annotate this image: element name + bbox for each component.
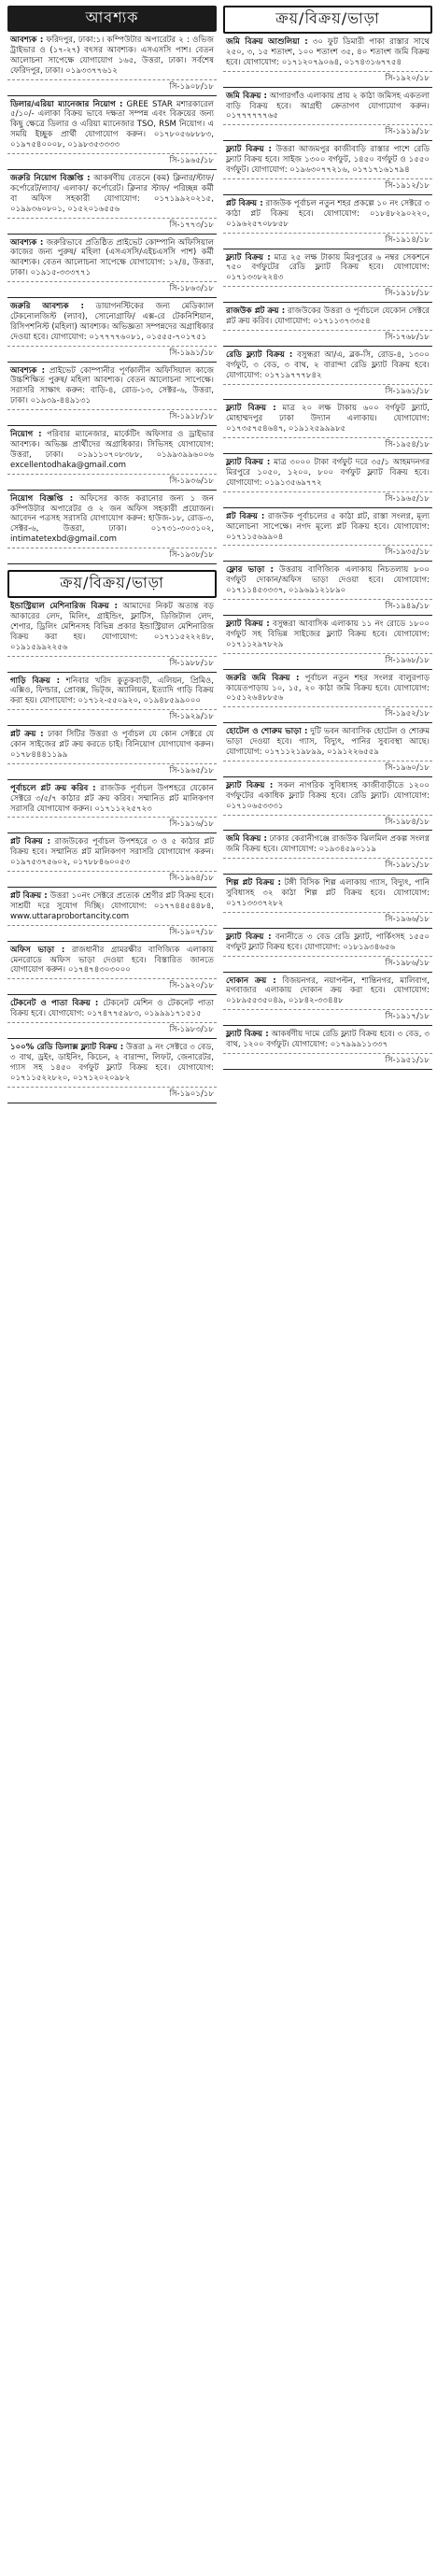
classified-ad [7,598,217,672]
ad-reference: সি-১৯১৯/১৮ [223,125,432,141]
ad-reference: সি-১৯২৯/১৮ [7,710,217,726]
ad-heading: শিল্প প্লট বিক্রয় : [226,878,281,889]
ad-reference: সি-১৯৬০/১৮ [223,761,432,777]
ad-reference: সি-১৯৬১/১৮ [223,385,432,401]
ad-text [7,598,217,657]
classified-ad [7,96,217,170]
ad-reference: সি-১৯৬৫/১৮ [7,764,217,780]
ad-text [7,888,217,926]
ad-reference: সি-১৯০৭/১৮ [7,926,217,942]
ad-reference: সি-১৯৬৪/১৮ [7,872,217,888]
classified-ad [223,1026,432,1070]
classified-ad [223,973,432,1027]
ad-text [223,670,432,708]
buy-sell-ads-list-right [223,34,432,1070]
ad-reference: সি-১৯৫১/১৮ [223,1054,432,1070]
ad-reference: সি-১৯৩৮/১৮ [7,548,217,564]
ad-body: প্রাইভেট কোম্পানীর পূর্ণকালীন অফিসিয়াল কাজে উচ্চশিক্ষিত পুরুষ/ মহিলা আবশ্যক। বেতন আলোচনা সাপেক্ষে। সরাসরি সাক্ষাৎ করুন: বাড়ি-৪, রোড-১৩, সেক্টর-৬, উত্তরা, ঢাকা। ০১৯৩৯-৪৪৯১৩১ [10,365,215,406]
classified-ad [223,454,432,508]
ad-heading: নিয়োগ বিজ্ঞপ্তি : [10,493,74,504]
ad-body: সকল নাগরিক সুবিধাসহ কাজীবাড়ীতে ১২০০ বর্গফুটের একাধিক ফ্ল্যাট বিক্রয় হবে। রেডি ফ্ল্যাট। যোগাযোগ: ০১৭১০৬৫৩৩৩১ [226,780,430,811]
ad-reference: সি-১৯৮৪/১৮ [223,816,432,832]
ad-text [7,363,217,411]
ad-heading: টেকনেট ও পাতা বিক্রয় : [10,999,99,1009]
wanted-ads-list [7,32,217,564]
ad-body: মাত্র ২০ লক্ষ টাকায় ৬০০ বর্গফুট ফ্ল্যাট, মোহাম্মদপুর ঢাকা উদ্যান এলাকায়। যোগাযোগ: ০১৭৩৫৭৫৪৬৪৭, ০১৯১২৫৯৯৯৮৫ [226,404,430,434]
classified-ad [223,347,432,401]
classified-ad [7,673,217,727]
classified-ad [7,170,217,235]
ad-reference: সি-১৯৫২/১৮ [223,707,432,723]
ad-body: GREE STAR মশারকারেল ৫/১০/- এলাকা বিক্রয় ভাবে দক্ষতা সম্পন্ন এবং বিক্রয়ের জন্য কিছু ক্ষেত্রে ডিলার ও এরিয়া ম্যানেজার TSO, RSM নিয়োগ। এ সময়ি ইচ্ছুক প্রার্থী যোগাযোগ করুন। ০১৭৮০৫৬৮৮৮৩, ০১৯৭৫৪০০০৮, ০১৯৮৩৫৩৩৩৩ [10,99,214,150]
ad-heading: ফ্লোর ভাড়া : [226,565,274,576]
ad-heading: হোটেল ও শোরুম ভাড়া : [226,727,308,737]
ad-body: রাজউক পূর্বাচল নতুন শহর প্রকল্পে ১০ নং সেক্টরে ৩ কাঠা প্লট বিক্রয় হবে। যোগাযোগ: ০১৮৪৮২৯০২২০, ০১৯৬২৫৭০৮৮৫৮ [226,198,430,229]
ad-text [223,723,432,761]
ad-text [223,34,432,72]
ad-body: রাজউকের উত্তরা ও পূর্বাচলে যেকোন সেক্টরে প্লট ক্রয় করিব। যোগাযোগ: ০১৭১১৩৭৩৩৫৪ [226,306,430,327]
classified-ad [7,426,217,491]
classified-ad [223,34,432,88]
ad-body: টঙ্গী বিসিক শিল্প এলাকায় গ্যাস, বিদ্যুৎ, পানি সুবিধাসহ ৩২ কাঠা শিল্প প্লট বিক্রয় হবে। যোগাযোগ: ০১৭১৩৩৩৭২৮২ [226,878,430,908]
ad-body: দুটি ভবন আবাসিক হোটেল ও শোরুম ভাড়া দেওয়া হবে। গ্যাস, বিদ্যুৎ, পানির সুব্যবস্থা আছে। যোগাযোগ: ০১৭১১২১৯৮৯৯, ০১৯১২২৬৫৫৯ [226,727,430,758]
ad-body: বসুন্ধরা আবাসিক এলাকায় ১১ নং রোডে ১৮০০ বর্গফুট সহ বিভিন্ন সাইজের ফ্ল্যাট বিক্রয় হবে। যোগাযোগ: ০১৭১১২৯৭৮২৯ [226,619,430,649]
section-header-wanted: আবশ্যক [7,6,217,32]
ad-text [7,235,217,283]
ad-reference: সি-১৯৮৮/১৮ [7,657,217,673]
ad-heading: দোকান ক্রয় : [226,975,276,986]
ad-body: ঢাকা সিটির উত্তরা ও পূর্বাচল যে কোন সেক্টরে যে কোন সাইজের প্লট ক্রয় করতে চাই। বিনিয়োগ যোগাযোগ করুন। ০১৭৮৪৪৪১১৯৯ [10,730,215,760]
classified-ad [223,723,432,777]
ad-heading: জমি বিক্রয় : [226,834,267,845]
ad-reference: সি-১৯৬৫/১৮ [223,492,432,508]
ad-text [7,298,217,347]
classified-ad [7,32,217,96]
ad-body: অফিসের কাজ করানোর জন্য ১ জন কম্পিউটার অপারেটর ও ২ জন অফিস সহকারী প্রয়োজন। আবেদন পত্রসহ সরাসরি যোগাযোগ করুন: হাউজ-১৮, রোড-৩, সেক্টর-৬, উত্তরা, ঢাকা। ০১৭৩১-৩০৩১০২, intimatetexbd@gmail.com [10,493,214,545]
ad-text [7,32,217,80]
ad-heading: ইন্ডাস্ট্রিয়াল মেশিনারিজ বিক্রয় : [10,602,118,612]
buy-sell-ads-list-left [7,598,217,1103]
classified-ad [7,780,217,834]
ad-text [223,973,432,1011]
ad-text [223,454,432,492]
ad-text [223,616,432,654]
ad-body: উত্তরা ৯ নং সেক্টরে ৩ বেড, ৩ বাথ, ড্রইং, ডাইনিং, কিচেন, ২ বারান্দা, লিফট, জেনারেটর, গ্যাস সহ ১৪৫০ বর্গফুট ফ্ল্যাট বিক্রয় হবে। যোগাযোগ: ০১৭১১৫২২৮২০, ০১৭১২০২০৯৮২ [10,1042,214,1083]
classified-ad [223,831,432,875]
ad-reference: সি-১৯৫৪/১৮ [223,438,432,454]
ad-heading: প্লট বিক্রয় : [226,198,263,208]
classified-ad [223,616,432,670]
ad-text [223,400,432,438]
classified-ad [223,508,432,562]
classified-ad [7,995,217,1039]
ad-reference: সি-১৯২০/১৮ [223,72,432,88]
ad-body: পূর্বাচল নতুন শহর সংলগ্ন বালুরপাড় কায়েতপাড়ায় ১০, ১৫, ২০ কাঠা জমি বিক্রয় হবে। যোগাযোগ: ০১৫১২৬৪৮৮৫৬ [226,673,430,704]
ad-body: ৩০ ফুট ডিমারী পাকা রাস্তার সাথে ২৫০, ৩, ১৫ শতাংশ, ১০০ শতাংশ ৩৫, ৪০ শতাংশ জমি বিক্রয় হবে। যোগাযোগ: ০১৭১২০৭৯০৬৪, ০১৭৪৩১৬৭৭৫৪ [226,37,430,67]
classified-ad [7,726,217,780]
ad-text [223,195,432,234]
classified-ad [223,303,432,347]
ad-text [7,942,217,980]
ad-heading: জরুরি নিয়োগ বিজ্ঞপ্তি : [10,173,91,183]
ad-text [223,831,432,859]
classified-ad [223,777,432,832]
ad-heading: ফ্ল্যাট বিক্রয় : [226,252,271,263]
ad-reference: সি-১৯৩৫/১৮ [223,546,432,562]
ad-reference: সি-১৯১৮/১৮ [223,287,432,303]
ad-body: ফরিদপুর, ঢাকা:১। কম্পিউটার অপারেটর ২ : ওভিজ ট্রাইভার ও (১৭-২৭) বৎসর আবশ্যক। এসএসসি পাশ। বেতন আলোচনা সাপেক্ষে যোগাযোগ ১৬৫, উত্তরা, ঢাকা। সর্বশেষ ফেরিদপুর, ঢাকা। ০১৯৩৩৭৭৬১২ [10,36,214,76]
ad-body: আগারগাঁও এলাকায় প্রায় ২ কাঠা জমিসহ একতলা বাড়ি বিক্রয় হবে। আগ্রহী ক্রেতাগণ যোগাযোগ করুন। ০১৭৭৭৭৭৭৬৫ [226,91,430,121]
ad-heading: রেডি ফ্ল্যাট বিক্রয় : [226,349,293,360]
ad-body: রাজউক পূর্বাচল উপশহরে যেকোন সেক্টরে ৩/৫/৭ কাঠার প্লট ক্রয় করিব। সম্মানিত প্লট মালিকগণ সরাসরি যোগাযোগ করুন। ০১৭১১২২৫৭২৩ [10,783,214,814]
classified-ad [223,562,432,616]
classified-ad [7,888,217,942]
ad-heading: প্লট ক্রয় : [10,730,44,740]
classified-ad [223,400,432,454]
ad-text [7,170,217,219]
ad-text [7,726,217,764]
ad-text [223,303,432,331]
ad-heading: ফ্ল্যাট বিক্রয় : [226,145,272,155]
ad-text [7,96,217,155]
ad-heading: ফ্ল্যাট বিক্রয় : [226,458,271,468]
ad-reference: সি-১৯০৮/১৮ [7,80,217,96]
ad-body: উত্তরা আজমপুর কাজীবাড়ি রাস্তার পাশে রেডি ফ্ল্যাট বিক্রয় হবে। সাইজ ১৩০০ বর্গফুট, ১৪৫০ বর্গফুট ও ১৫৫০ বর্গফুট। যোগাযোগ: ০১৯৬৩০৭৭২১৬, ০১৭১৭১৬১৭৯৪ [226,145,430,176]
ad-reference: সি-১৯১৬/১৮ [7,818,217,833]
ad-body: বনানীতে ৩ বেড রেডি ফ্ল্যাট, পার্কিংসহ ১৫৫০ বর্গফুট ফ্ল্যাট বিক্রয় হবে। যোগাযোগ: ০১৮১৯৩৪৬৫৬ [226,932,430,952]
ad-heading: গাড়ি বিক্রয় : [10,676,61,686]
ad-heading: অফিস ভাড়া : [10,945,65,955]
ad-heading: আবশ্যক : [10,36,44,45]
ad-heading: ১০০% রেডি ডিলাক্স ফ্ল্যাট বিক্রয় : [10,1042,124,1052]
left-column [7,6,217,1103]
ad-body: মাত্র ৩০০০ টাকা বর্গফুট দরে ৩৫/১ আহমদনগর মিরপুরে ১০৫০, ১২০০, ৮০০ বর্গফুট ফ্ল্যাট বিক্রয় হবে। যোগাযোগ: ০১৯১৩৫৬৯৭৭২ [226,458,430,488]
right-column [223,6,432,1070]
ad-body: ঢাকার কেরানীগঞ্জে রাজউক ঝিলমিল প্রকল্প সংলগ্ন জমি বিক্রয় হবে। যোগাযোগ: ০১৯৩৪৫৯০১১৯ [226,834,430,855]
ad-reference: সি-১৯১৭/১৮ [223,1010,432,1026]
ad-heading: জরুরি জমি বিক্রয় : [226,673,300,683]
ad-text [7,673,217,711]
ad-body: ডায়াগনস্টিকের জন্য মেডিক্যাল টেকনোলজিস্ট (ল্যাব), সোনোগ্রাফি/ এক্স-রে টেকনিশিয়ান, রিসিপশনিস্ট (মহিলা) আবশ্যক। অভিজ্ঞতা সম্পন্নদের অগ্রাধিকার দেওয়া হবে। যোগাযোগ: ০১৭৭৭৭৬০৮১, ০১৫৫৫-৭০১৭৫১ [10,302,214,342]
classified-ad [223,195,432,249]
ad-body: বসুন্ধরা আ/এ, ব্লক-সি, রোড-৪, ১৩০০ বর্গফুট, ৩ বেড, ৩ বাথ, ২ বারান্দা রেডি ফ্ল্যাট বিক্রয় হবে। যোগাযোগ: ০১৭১৯৭৭৭৮৪২ [226,349,430,380]
classified-ad [223,875,432,929]
ad-text [223,562,432,600]
ad-heading: প্লট বিক্রয় : [226,511,265,521]
ad-reference: সি-১৯৮৩/১৮ [7,1023,217,1039]
ad-body: উত্তরা ১০নং সেক্টরে প্রত্যেক শ্রেণীর প্লট বিক্রয় হবে। সাশ্রয়ী দরে সুযোগ দিচ্ছি। যোগাযোগ: ০১৭৭৪৪৫৪৪৮৪, www.uttaraprobortancity.com [10,891,214,921]
ad-body: উত্তরায় বাণিজ্যিক এলাকায় নিচতলায় ৮০০ বর্গফুট দোকান/অফিস ভাড়া দেওয়া হবে। যোগাযোগ: ০১৭১১৪৫৩৩৩৭, ০১৯৬৯১২১৮৯০ [226,565,430,596]
classified-ad [223,670,432,724]
ad-body: মাত্র ২৫ লক্ষ টাকায় মিরপুরের ৬ নম্বর সেকশনে ৭৫০ বর্গফুটের রেডি ফ্ল্যাট বিক্রয় হবে। যোগাযোগ: ০১৭১৩৩৮২২৪৩ [226,252,430,283]
classified-ad [7,363,217,427]
section-header-buy-sell-rent-right: ক্রয়/বিক্রয়/ভাড়া [223,6,432,34]
ad-body: আমাদের নিকট অত্যন্ত বড় আকারের লেদ, মিলিং, গ্রাইন্ডিং, ফ্লাটিস, ডিজিটাল লেদ, শেপার, ড্রিলিং মেশিনসহ বিভিন্ন প্রকার ইন্ডাস্ট্রিয়াল মেশিনারিজ বিক্রয় করা হয়। যোগাযোগ: ০১৭১১৫২২২৪৮, ০১৯১৫৯৯২২৫৬ [10,602,214,652]
ad-heading: ফ্ল্যাট বিক্রয় : [226,1030,269,1040]
ad-heading: আবশ্যক : [10,237,44,248]
classified-ad [223,141,432,195]
ad-reference: সি-১৯৮১/১৮ [223,859,432,875]
ad-heading: নিয়োগ : [10,430,42,440]
ad-reference: সি-১৯১২/১৮ [223,179,432,195]
ad-body: বিজয়নগর, নয়াপল্টন, শান্তিনগর, মালিবাগ, মগবাজার এলাকায় দোকান ক্রয় করা হবে। যোগাযোগ: ০১৮৯৫৫৩৫০৪৯, ০১৮৪২-৩৩৪৪৮ [226,975,430,1006]
ad-reference: সি-১৭৬৮/১৮ [223,331,432,347]
ad-text [223,929,432,957]
ad-heading: রাজউক প্লট ক্রয় : [226,306,286,317]
ad-body: শনিবার খরিদ কুতুকবাড়ী, এলিয়ন, প্রিমিও, এক্সিও, ফিল্ডার, প্রোবক্স, ভিট্‌জ, অ্যালিয়ন, ইত্যাদি গাড়ি বিক্রয় করা হয়। যোগাযোগ: ০১৭১২-৫৫০৯২০, ০১৯৪৮৫৯৯০০০ [10,676,214,706]
classified-ad [223,929,432,973]
ad-reference: সি-১৯১৮/১৮ [7,410,217,426]
classified-ad [223,249,432,304]
ad-body: আকর্ষণীয় বেতনে (কম) ক্লিনার/স্টাফ/কর্পোরেট/ল্যাব/ এলাকা/ কর্পোরেট। ক্লিনার স্টাফ/ পরিচ্ছন্ন কর্মী বা অফিস সহকারী যোগাযোগ: ০১৭১৯৯২০২১৫, ০১৯৯৩৬০৮০১, ০১৫২০১৬৫৫৬ [10,173,214,214]
ad-heading: জমি বিক্রয় : [226,91,267,101]
ad-body: রাজউক পূর্বাচলের ৫ কাঠা প্লট, রাস্তা সংলগ্ন, মূল্য আলোচনা সাপেক্ষে। নগদ মূল্যে প্লট বিক্রয় হবে। যোগাযোগ: ০১৭১১৫৬৯৯০৪ [226,511,430,542]
ad-text [223,777,432,816]
section-header-buy-sell-rent: ক্রয়/বিক্রয়/ভাড়া [7,570,217,598]
ad-heading: ডিলার/এরিয়া ম্যানেজার নিয়োগ : [10,99,123,109]
ad-reference: সি-১৯৪৯/১৮ [223,600,432,616]
ad-heading: জরুরি আবশ্যক : [10,302,84,312]
ad-text [223,875,432,913]
ad-heading: পূর্বাচলে প্লট ক্রয় করিব : [10,783,96,793]
classified-ad [7,235,217,299]
ad-heading: ফ্ল্যাট বিক্রয় : [226,404,276,414]
ad-body: পরিবার ম্যানেজার, মার্কেটিং অফিসার ও ড্রাইভার আবশ্যক। অভিজ্ঞ প্রার্থীদের অগ্রাধিকার। সিভিসহ যোগাযোগ: উত্তরা, ঢাকা। ০১৯১১০৭০৮৩৮৮, ০১৯৯৩৯৯৬০০৬ excellentodhaka@gmail.com [10,430,214,470]
classified-ad [7,1039,217,1103]
ad-reference: সি-১৭৭৩/১৮ [7,219,217,235]
ad-reference: সি-১৯৩৬/১৮ [7,475,217,491]
classified-ad [7,942,217,996]
ad-reference: সি-১৯০১/১৮ [7,1088,217,1103]
ad-body: টেকনেট মেশিন ও টেকনেট পাতা বিক্রয় হবে। যোগাযোগ: ০১৭৪৭৭৫৯৮৩, ০১৯৯৯১৭১৫১৫ [10,999,214,1019]
ad-heading: প্লট বিক্রয় : [10,837,51,847]
ad-body: জরুরিভাবে প্রতিষ্ঠিত প্রাইভেট কোম্পানি অফিসিয়াল কাজের জন্য পুরুষ/ মহিলা (এসএসসি/এইচএসসি পাশ) কর্মী আবশ্যক। বেতন আলোচনা সাপেক্ষে যোগাযোগ: ১২/৪, উত্তরা, ঢাকা। ০১৯১৫-৩৩৩৭৭১ [10,237,215,278]
classified-ad [223,88,432,142]
ad-heading: জমি বিক্রয় আশুলিয়া : [226,37,308,47]
ad-text [7,995,217,1023]
classified-ad [7,833,217,888]
ad-text [7,491,217,549]
ad-text [223,249,432,288]
ad-reference: সি-১৯১৪/১৮ [223,234,432,249]
ad-text [223,88,432,126]
ad-heading: প্লট বিক্রয় : [10,891,48,901]
ad-text [223,347,432,385]
classified-ad [7,298,217,363]
ad-body: আকর্ষণীয় দামে রেডি ফ্ল্যাট বিক্রয় হবে। ৩ বেড, ৩ বাথ, ১২০০ বর্গফুট। যোগাযোগ: ০১৭৯৯৯১১৩৩৭ [226,1030,430,1050]
ad-heading: আবশ্যক : [10,365,46,376]
ad-text [7,1039,217,1088]
ad-text [7,780,217,818]
ad-body: রাজধানীর গ্রামরক্ষীর বাণিজ্যিক এলাকায় মেনরোডে অফিস ভাড়া দেওয়া হবে। বিস্তারিত জানতে যোগাযোগ করুন। ০১৭৪৭৪৩০৩০০০ [10,945,214,975]
ad-text [7,833,217,872]
ad-reference: সি-১৯৬৮/১৮ [223,654,432,670]
ad-text [223,1026,432,1054]
ad-reference: সি-১৯৬৬/১৮ [223,913,432,929]
ad-text [223,141,432,179]
ad-reference: সি-১৯৮৬/১৮ [223,957,432,973]
ad-reference: সি-১৯৯১/১৮ [7,347,217,363]
ad-reference: সি-১৯২০/১৮ [7,979,217,995]
ad-reference: সি-১৯৬৫/১৮ [7,154,217,170]
ad-body: রাজউকের পূর্বাচল উপশহরে ৩ ও ৫ কাঠার প্লট বিক্রয় হবে। সম্মানিত প্লট মালিকগণ সরাসরি যোগাযোগ করুন। ০১৯৭৫৩৭৫৬০২, ০১৭৮৮৪৬০০৫৩ [10,837,214,868]
ad-text [223,508,432,547]
classified-ad [7,491,217,564]
ad-heading: ফ্ল্যাট বিক্রয় : [226,619,270,629]
ad-reference: সি-১৮৬৩/১৮ [7,282,217,298]
ad-text [7,426,217,475]
ad-heading: ফ্ল্যাট বিক্রয় : [226,780,274,790]
ad-heading: ফ্ল্যাট বিক্রয় : [226,932,272,942]
